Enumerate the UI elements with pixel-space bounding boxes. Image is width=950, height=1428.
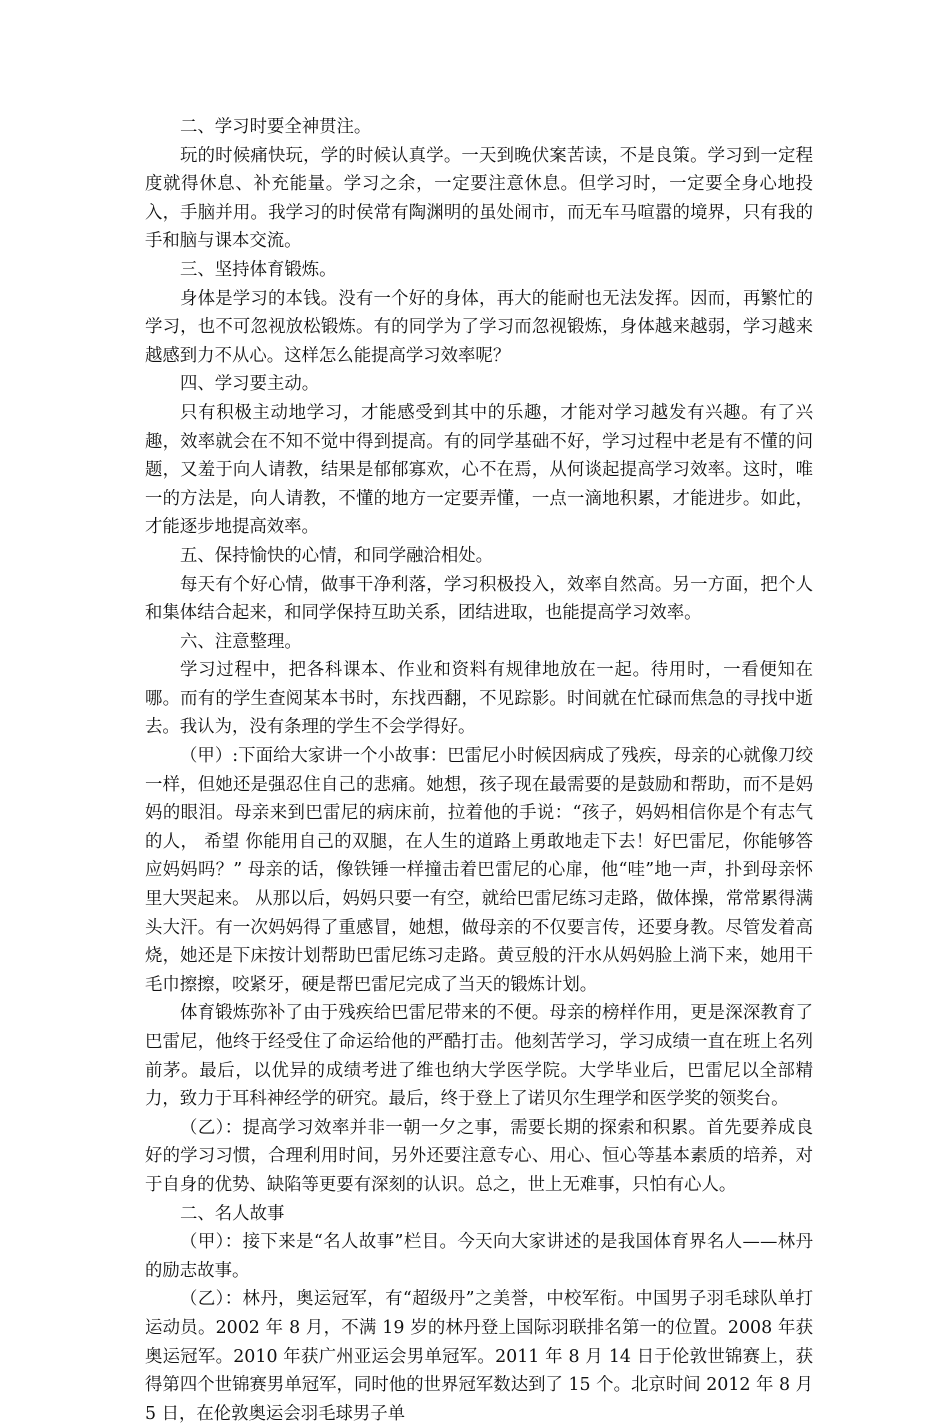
paragraph-lindan: （乙）：林丹，奥运冠军，有“超级丹”之美誉，中校军衔。中国男子羽毛球队单打运动员。2002 年 8 月，不满 19 岁的林丹登上国际羽联排名第一的位置。2008 年获奥运冠军。2010 年获广州亚运会男单冠军。2011 年 8 月 14 日于伦敦世锦赛上，获得第四个世锦赛男单冠军，同时他的世界冠军数达到了 15 个。北京时间 2012 年 8 月 5 日，在伦敦奥运会羽毛球男子单 [145,1289,813,1424]
paragraph-mood: 每天有个好心情，做事干净利落，学习积极投入，效率自然高。另一方面，把个人和集体结合起来，和同学保持互助关系，团结进取，也能提高学习效率。 [145,574,813,624]
document-page [145,113,813,1428]
paragraph-exercise: 身体是学习的本钱。没有一个好的身体，再大的能耐也无法发挥。因而，再繁忙的学习，也不可忽视放松锻炼。有的同学为了学习而忽视锻炼，身体越来越弱，学习越来越感到力不从心。这样怎么能提高学习效率呢？ [145,288,813,366]
section-heading-exercise: 三、坚持体育锻炼。 [180,259,337,280]
paragraph-organize: 学习过程中，把各科课本、作业和资料有规律地放在一起。待用时，一看便知在哪。而有的学生查阅某本书时，东找西翻，不见踪影。时间就在忙碌而焦急的寻找中逝去。我认为，没有条理的学生不会学得好。 [145,660,813,738]
paragraph-initiative: 只有积极主动地学习，才能感受到其中的乐趣，才能对学习越发有兴趣。有了兴趣，效率就会在不知不觉中得到提高。有的同学基础不好，学习过程中老是有不懂的问题，又羞于向人请教，结果是郁郁寡欢，心不在焉，从何谈起提高学习效率。这时，唯一的方法是，向人请教，不懂的地方一定要弄懂，一点一滴地积累，才能进步。如此，才能逐步地提高效率。 [145,402,813,538]
section-heading-initiative: 四、学习要主动。 [180,374,320,395]
paragraph-story-barany-result: 体育锻炼弥补了由于残疾给巴雷尼带来的不便。母亲的榜样作用，更是深深教育了巴雷尼，他终于经受住了命运给他的严酷打击。他刻苦学习，学习成绩一直在班上名列前茅。最后，以优异的成绩考进了维也纳大学医学院。大学毕业后，巴雷尼以全部精力，致力于耳科神经学的研究。最后，终于登上了诺贝尔生理学和医学奖的领奖台。 [145,1003,813,1110]
paragraph-summary: （乙）：提高学习效率并非一朝一夕之事，需要长期的探索和积累。首先要养成良好的学习习惯，合理利用时间，另外还要注意专心、用心、恒心等基本素质的培养，对于自身的优势、缺陷等更要有深刻的认识。总之，世上无难事，只怕有心人。 [145,1117,813,1195]
section-heading-organize: 六、注意整理。 [180,631,302,652]
section-heading-famous-story: 二、名人故事 [180,1203,285,1224]
paragraph-story-barany: （甲）:下面给大家讲一个小故事：巴雷尼小时候因病成了残疾，母亲的心就像刀绞一样，但她还是强忍住自己的悲痛。她想，孩子现在最需要的是鼓励和帮助，而不是妈妈的眼泪。母亲来到巴雷尼的病床前，拉着他的手说：“孩子，妈妈相信你是个有志气的人， 希望 你能用自己的双腿，在人生的道路上勇敢地走下去！好巴雷尼，你能够答应妈妈吗？” 母亲的话，像铁锤一样撞击着巴雷尼的心扉，他“哇”地一声，扑到母亲怀里大哭起来。 从那以后，妈妈只要一有空，就给巴雷尼练习走路，做体操，常常累得满头大汗。有一次妈妈得了重感冒，她想，做母亲的不仅要言传，还要身教。尽管发着高烧，她还是下床按计划帮助巴雷尼练习走路。黄豆般的汗水从妈妈脸上淌下来，她用干毛巾擦擦，咬紧牙，硬是帮巴雷尼完成了当天的锻炼计划。 [145,746,813,995]
paragraph-intro-lindan: （甲）：接下来是“名人故事”栏目。今天向大家讲述的是我国体育界名人——林丹的励志故事。 [145,1232,813,1281]
paragraph-focus: 玩的时候痛快玩，学的时候认真学。一天到晚伏案苦读，不是良策。学习到一定程度就得休息、补充能量。学习之余，一定要注意休息。但学习时，一定要全身心地投入，手脑并用。我学习的时侯常有陶渊明的虽处闹市，而无车马喧嚣的境界，只有我的手和脑与课本交流。 [145,145,813,252]
section-heading-mood: 五、保持愉快的心情，和同学融洽相处。 [180,545,494,566]
section-heading-focus: 二、学习时要全神贯注。 [180,117,372,137]
